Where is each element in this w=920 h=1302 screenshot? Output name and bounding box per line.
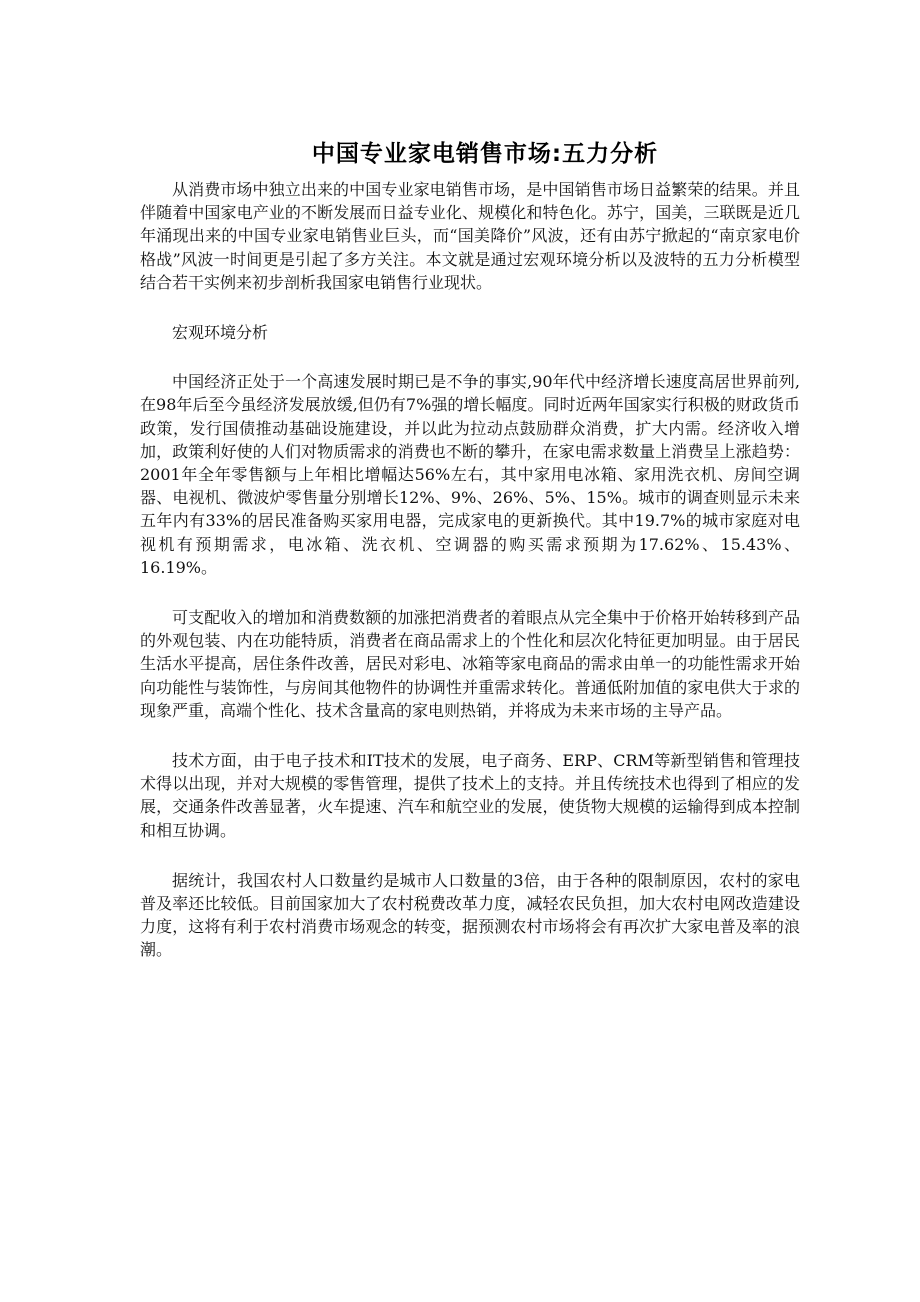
paragraph-economy: 中国经济正处于一个高速发展时期已是不争的事实,90年代中经济增长速度高居世界前列,在98年后至今虽经济发展放缓,但仍有7%强的增长幅度。同时近两年国家实行积极的财政货币政策，发行国债推动基础设施建设，并以此为拉动点鼓励群众消费，扩大内需。经济收入增加，政策利好使的人们对物质需求的消费也不断的攀升，在家电需求数量上消费呈上涨趋势：2001年全年零售额与上年相比增幅达56%左右，其中家用电冰箱、家用洗衣机、房间空调器、电视机、微波炉零售量分别增长12%、9%、26%、5%、15%。城市的调查则显示未来五年内有33%的居民准备购买家用电器，完成家电的更新换代。其中19.7%的城市家庭对电视机有预期需求，电冰箱、洗衣机、空调器的购买需求预期为17.62%、15.43%、16.19%。 — [140, 372, 800, 577]
document-body — [140, 178, 800, 989]
paragraph-rural-market: 据统计，我国农村人口数量约是城市人口数量的3倍，由于各种的限制原因，农村的家电普及率还比较低。目前国家加大了农村税费改革力度，减轻农民负担，加大农村电网改造建设力度，这将有利于农村消费市场观念的转变，据预测农村市场将会有再次扩大家电普及率的浪潮。 — [140, 870, 800, 960]
document-title: 中国专业家电销售市场:五力分析 — [311, 141, 659, 168]
paragraph-technology: 技术方面，由于电子技术和IT技术的发展，电子商务、ERP、CRM等新型销售和管理技术得以出现，并对大规模的零售管理，提供了技术上的支持。并且传统技术也得到了相应的发展，交通条件改善显著，火车提速、汽车和航空业的发展，使货物大规模的运输得到成本控制和相互协调。 — [140, 751, 800, 840]
paragraph-consumer-demand: 可支配收入的增加和消费数额的加涨把消费者的着眼点从完全集中于价格开始转移到产品的外观包装、内在功能特质，消费者在商品需求上的个性化和层次化特征更加明显。由于居民生活水平提高，居住条件改善，居民对彩电、冰箱等家电商品的需求由单一的功能性需求开始向功能性与装饰性，与房间其他物件的协调性并重需求转化。普通低附加值的家电供大于求的现象严重，高端个性化、技术含量高的家电则热销，并将成为未来市场的主导产品。 — [140, 608, 800, 720]
paragraph-intro: 从消费市场中独立出来的中国专业家电销售市场，是中国销售市场日益繁荣的结果。并且伴随着中国家电产业的不断发展而日益专业化、规模化和特色化。苏宁，国美，三联既是近几年涌现出来的中国专业家电销售业巨头，而“国美降价”风波，还有由苏宁掀起的“南京家电价格战”风波一时间更是引起了多方关注。本文就是通过宏观环境分析以及波特的五力分析模型结合若干实例来初步剖析我国家电销售行业现状。 — [140, 180, 800, 292]
section-heading-macro-environment: 宏观环境分析 — [172, 323, 269, 343]
